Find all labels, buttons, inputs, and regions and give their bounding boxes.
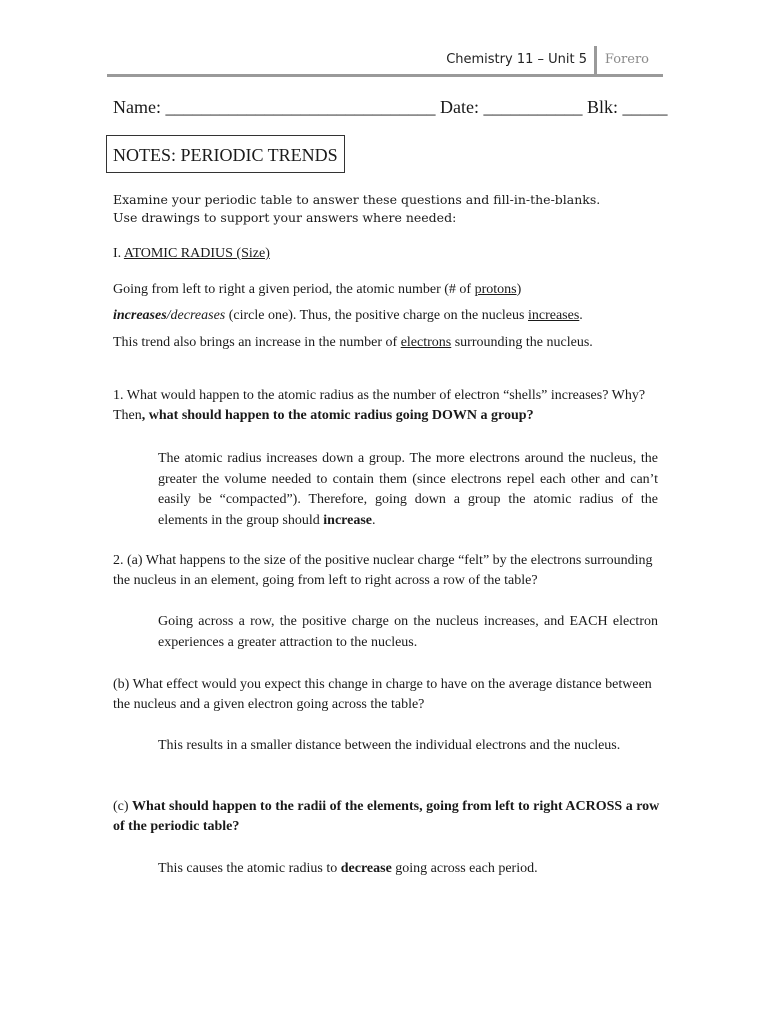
answer-1-end: . — [372, 512, 376, 528]
para3-text-b: surrounding the nucleus. — [451, 335, 593, 350]
para1-text-a: Going from left to right a given period, the atomic number (# of — [113, 282, 475, 297]
notes-title: NOTES: PERIODIC TRENDS — [106, 135, 345, 173]
para3-text-a: This trend also brings an increase in the number of — [113, 335, 401, 350]
choice-decreases: /decreases — [166, 308, 226, 323]
paragraph-charge-trend — [113, 306, 661, 326]
paragraph-atomic-number — [113, 280, 661, 300]
choice-increases: increases — [113, 308, 167, 323]
section-heading-atomic-radius — [113, 244, 661, 264]
page-header — [107, 46, 663, 77]
question-2b: (b) What effect would you expect this change in charge to have on the average distance between the nucleus and a given electron going across the table? — [113, 677, 652, 712]
answer-1-text: The atomic radius increases down a group. The more electrons around the nucleus, the greater the volume needed to contain them (since electrons repel each other and can’t easily be “compacted”). Therefore, going down a group the atomic radius of the elements in the group should — [158, 451, 658, 528]
answer-2c-bold: decrease — [340, 861, 392, 876]
question-1 — [113, 386, 661, 426]
para1-text-b: ) — [516, 282, 522, 297]
question-1-text: 1. What would happen to the atomic radius as the number of electron “shells” increases? Why? Then — [113, 388, 646, 423]
blank-increases: increases — [527, 308, 580, 323]
header-course: Chemistry 11 – Unit 5 — [446, 52, 587, 67]
name-date-block-line: Name: ______________________________ Date: ___________ Blk: _____ — [113, 97, 668, 117]
blank-electrons: electrons — [400, 335, 452, 350]
section-title: ATOMIC RADIUS (Size) — [123, 246, 270, 261]
answer-2c-text-a: This causes the atomic radius to — [158, 861, 341, 876]
header-author: Forero — [604, 52, 649, 67]
question-1-bold: , what should happen to the atomic radius going DOWN a group? — [141, 408, 534, 423]
intro-paragraph: Examine your periodic table to answer these questions and fill-in-the-blanks. Use drawings to support your answers where needed: — [113, 192, 601, 225]
question-2a: 2. (a) What happens to the size of the positive nuclear charge “felt” by the electrons surrounding the nucleus in an element, going from left to right across a row of the table? — [113, 553, 653, 588]
answer-1-bold: increase — [323, 512, 372, 528]
answer-2c — [158, 859, 658, 880]
paragraph-electrons — [113, 333, 661, 353]
answer-2a: Going across a row, the positive charge on the nucleus increases, and EACH electron experiences a greater attraction to the nucleus. — [158, 614, 658, 650]
question-2c — [113, 797, 661, 837]
question-2c-bold: What should happen to the radii of the elements, going from left to right ACROSS a row of the periodic table? — [113, 799, 660, 834]
answer-1 — [158, 449, 658, 531]
answer-2c-text-b: going across each period. — [391, 861, 538, 876]
answer-2b: This results in a smaller distance between the individual electrons and the nucleus. — [158, 738, 621, 753]
para2-text-b: . — [579, 308, 583, 323]
question-2c-label: (c) — [113, 799, 133, 814]
header-divider — [594, 46, 597, 75]
blank-protons: protons — [474, 282, 517, 297]
section-number: I. — [113, 246, 124, 261]
para2-text-a: (circle one). Thus, the positive charge on the nucleus — [225, 308, 528, 323]
